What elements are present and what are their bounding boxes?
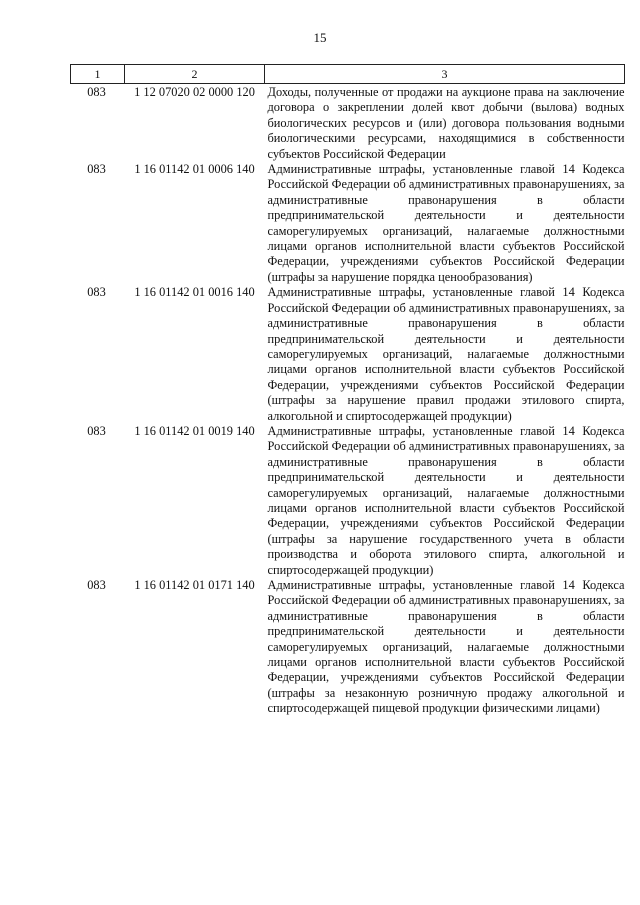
table-body <box>71 84 625 717</box>
page-number: 15 <box>313 30 327 45</box>
kbk-code-cell: 1 16 01142 01 0006 140 <box>134 162 255 177</box>
admin-code-cell: 083 <box>87 162 106 177</box>
kbk-code-cell: 1 12 07020 02 0000 120 <box>134 85 255 99</box>
admin-code-cell: 083 <box>87 423 106 438</box>
table-row <box>71 578 625 717</box>
table-row <box>71 285 625 424</box>
description-cell: Административные штрафы, установленные главой 14 Кодекса Российской Федерации об административных правонарушениях, за административные правонарушения в области предпринимательской деятельности и деятельности саморегулируемых организаций, налагаемые должностными лицами органов исполнительной власти субъектов Российской Федерации, учреждениями субъектов Российской Федерации (штрафы за нарушение правил продажи этилового спирта, алкогольной и спиртосодержащей продукции) <box>267 285 625 423</box>
header-col-1: 1 <box>71 65 125 84</box>
kbk-code-cell: 1 16 01142 01 0171 140 <box>134 578 255 592</box>
table-row <box>71 162 625 285</box>
table-row <box>71 424 625 578</box>
admin-code-cell: 083 <box>87 578 106 592</box>
revenue-codes-table <box>70 64 625 717</box>
description-cell: Административные штрафы, установленные главой 14 Кодекса Российской Федерации об административных правонарушениях, за административные правонарушения в области предпринимательской деятельности и деятельности саморегулируемых организаций, налагаемые должностными лицами органов исполнительной власти субъектов Российской Федерации, учреждениями субъектов Российской Федерации (штрафы за нарушение порядка ценообразования) <box>267 162 625 284</box>
admin-code-cell: 083 <box>87 285 106 300</box>
header-col-3: 3 <box>265 65 625 84</box>
description-cell: Доходы, полученные от продажи на аукционе права на заключение договора о закреплении долей квот добычи (вылова) водных биологических ресурсов и (или) договора пользования водными биологическими ресурсами, находящимися в собственности субъектов Российской Федерации <box>267 85 625 161</box>
kbk-code-cell: 1 16 01142 01 0019 140 <box>134 423 255 438</box>
table-header <box>71 65 625 84</box>
header-row <box>71 65 625 84</box>
description-cell: Административные штрафы, установленные главой 14 Кодекса Российской Федерации об административных правонарушениях, за административные правонарушения в области предпринимательской деятельности и деятельности саморегулируемых организаций, налагаемые должностными лицами органов исполнительной власти субъектов Российской Федерации, учреждениями субъектов Российской Федерации (штрафы за нарушение государственного учета в области производства и оборота этилового спирта, алкогольной и спиртосодержащей продукции) <box>267 423 625 577</box>
admin-code-cell: 083 <box>87 85 106 99</box>
header-col-2: 2 <box>125 65 265 84</box>
kbk-code-cell: 1 16 01142 01 0016 140 <box>134 285 255 300</box>
table-row <box>71 84 625 163</box>
description-cell: Административные штрафы, установленные главой 14 Кодекса Российской Федерации об административных правонарушениях, за административные правонарушения в области предпринимательской деятельности и деятельности саморегулируемых организаций, налагаемые должностными лицами органов исполнительной власти субъектов Российской Федерации, учреждениями субъектов Российской Федерации (штрафы за незаконную розничную продажу алкогольной и спиртосодержащей пищевой продукции физическими лицами) <box>267 578 625 716</box>
